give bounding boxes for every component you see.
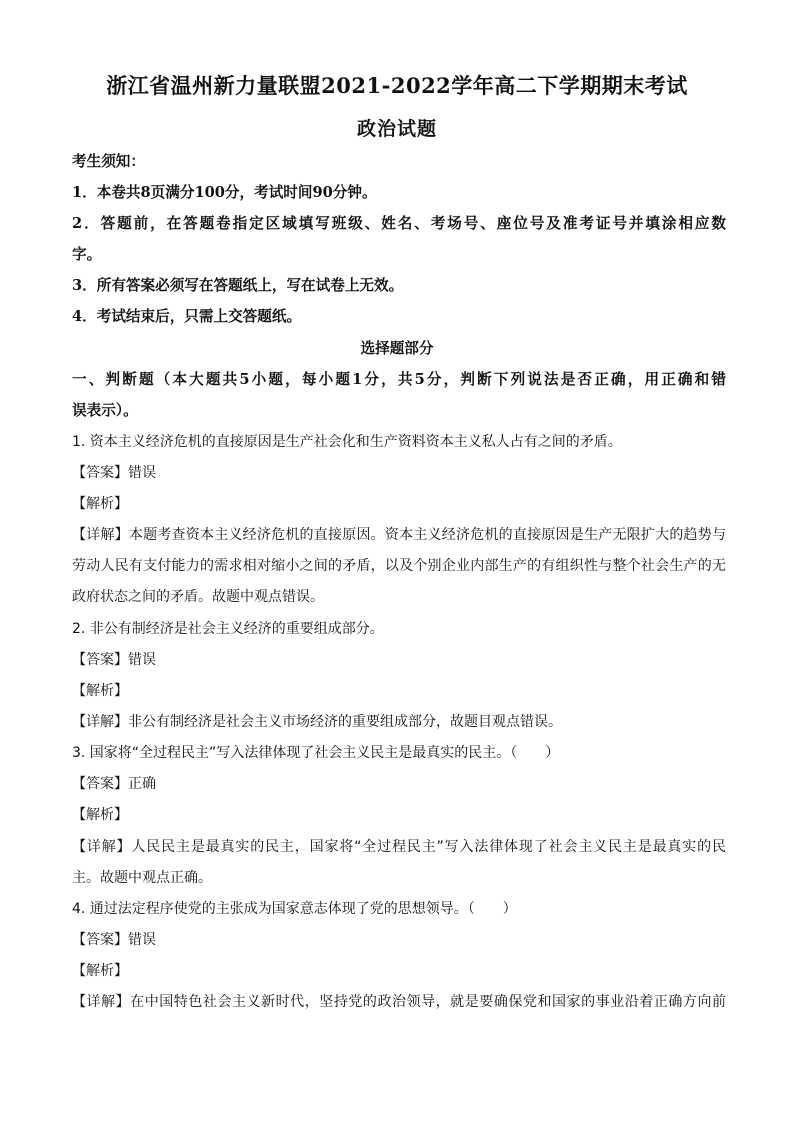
question-1-detail-1: 【详解】本题考查资本主义经济危机的直接原因。资本主义经济危机的直接原因是生产无限扩大的趋势与 — [72, 527, 726, 543]
question-3-detail-1: 【详解】人民民主是最真实的民主，国家将“全过程民主”写入法律体现了社会主义民主是最真实的民 — [72, 839, 726, 855]
question-2-stem: 2. 非公有制经济是社会主义经济的重要组成部分。 — [72, 621, 384, 637]
question-1-detail-2: 劳动人民有支付能力的需求相对缩小之间的矛盾，以及个别企业内部生产的有组织性与整个社会生产的无 — [72, 558, 726, 574]
question-3-detail-2: 主。故题中观点正确。 — [72, 870, 212, 886]
question-2-analysis: 【解析】 — [72, 683, 128, 699]
question-2-detail-1: 【详解】非公有制经济是社会主义市场经济的重要组成部分，故题目观点错误。 — [72, 714, 562, 730]
section-title: 选择题部分 — [360, 340, 434, 357]
notice-item-4: 4．考试结束后，只需上交答题纸。 — [72, 308, 302, 325]
notice-item-2: 2．答题前，在答题卷指定区域填写班级、姓名、考场号、座位号及准考证号并填涂相应数 — [72, 215, 726, 232]
exam-subtitle: 政治试题 — [356, 118, 437, 140]
notice-heading: 考生须知： — [72, 153, 145, 170]
exam-title: 浙江省温州新力量联盟2021-2022学年高二下学期期末考试 — [106, 73, 688, 98]
part-heading-line1: 一、判断题（本大题共5小题，每小题1分，共5分，判断下列说法是否正确，用正确和错 — [72, 371, 726, 388]
question-3-analysis: 【解析】 — [72, 807, 128, 823]
question-4-analysis: 【解析】 — [72, 963, 128, 979]
question-1-stem: 1. 资本主义经济危机的直接原因是生产社会化和生产资料资本主义私人占有之间的矛盾。 — [72, 434, 622, 450]
question-1-analysis: 【解析】 — [72, 496, 128, 512]
question-1-answer: 【答案】错误 — [72, 465, 156, 481]
part-heading-line2: 误表示）。 — [72, 402, 138, 419]
question-1-detail-3: 政府状态之间的矛盾。故题中观点错误。 — [72, 589, 324, 605]
question-4-stem: 4. 通过法定程序使党的主张成为国家意志体现了党的思想领导。（ ） — [72, 901, 517, 917]
notice-item-3: 3．所有答案必须写在答题纸上，写在试卷上无效。 — [72, 277, 404, 294]
question-4-answer: 【答案】错误 — [72, 932, 156, 948]
question-2-answer: 【答案】错误 — [72, 652, 156, 668]
question-4-detail-1: 【详解】在中国特色社会主义新时代，坚持党的政治领导，就是要确保党和国家的事业沿着正确方向前 — [72, 994, 726, 1010]
question-3-answer: 【答案】正确 — [72, 776, 156, 792]
notice-item-1: 1．本卷共8页满分100分，考试时间90分钟。 — [72, 184, 377, 201]
notice-item-2-cont: 字。 — [72, 246, 102, 263]
question-3-stem: 3. 国家将“全过程民主”写入法律体现了社会主义民主是最真实的民主。（ ） — [72, 745, 560, 761]
